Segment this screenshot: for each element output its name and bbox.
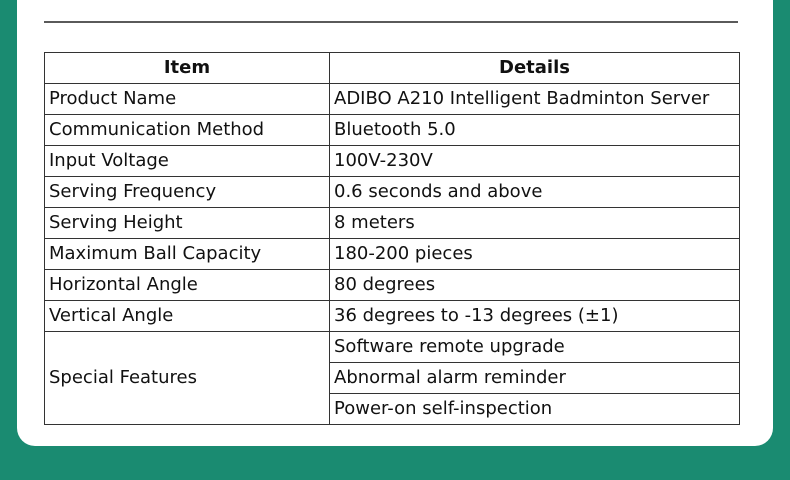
row-details: Software remote upgrade: [330, 332, 740, 363]
specification-table: [44, 52, 740, 425]
table-row: [45, 146, 740, 177]
header-details: Details: [330, 53, 740, 84]
table-header-row: [45, 53, 740, 84]
row-details: Abnormal alarm reminder: [330, 363, 740, 394]
row-item: Communication Method: [45, 115, 330, 146]
row-item: Input Voltage: [45, 146, 330, 177]
row-item: Special Features: [45, 332, 330, 425]
row-details: Power-on self-inspection: [330, 394, 740, 425]
row-item: Serving Frequency: [45, 177, 330, 208]
table-row: [45, 301, 740, 332]
row-item: Horizontal Angle: [45, 270, 330, 301]
row-details: Bluetooth 5.0: [330, 115, 740, 146]
table-row: [45, 84, 740, 115]
table-row: [45, 239, 740, 270]
row-details: 100V-230V: [330, 146, 740, 177]
row-details: 8 meters: [330, 208, 740, 239]
table-row: [45, 177, 740, 208]
row-details: 180-200 pieces: [330, 239, 740, 270]
row-item: Product Name: [45, 84, 330, 115]
row-item: Maximum Ball Capacity: [45, 239, 330, 270]
table-row: [45, 332, 740, 363]
row-details: 36 degrees to -13 degrees (±1): [330, 301, 740, 332]
row-item: Serving Height: [45, 208, 330, 239]
row-details: ADIBO A210 Intelligent Badminton Server: [330, 84, 740, 115]
top-divider: [44, 21, 738, 23]
table-row: [45, 208, 740, 239]
row-details: 0.6 seconds and above: [330, 177, 740, 208]
table-row: [45, 270, 740, 301]
table-row: [45, 115, 740, 146]
header-item: Item: [45, 53, 330, 84]
row-item: Vertical Angle: [45, 301, 330, 332]
row-details: 80 degrees: [330, 270, 740, 301]
